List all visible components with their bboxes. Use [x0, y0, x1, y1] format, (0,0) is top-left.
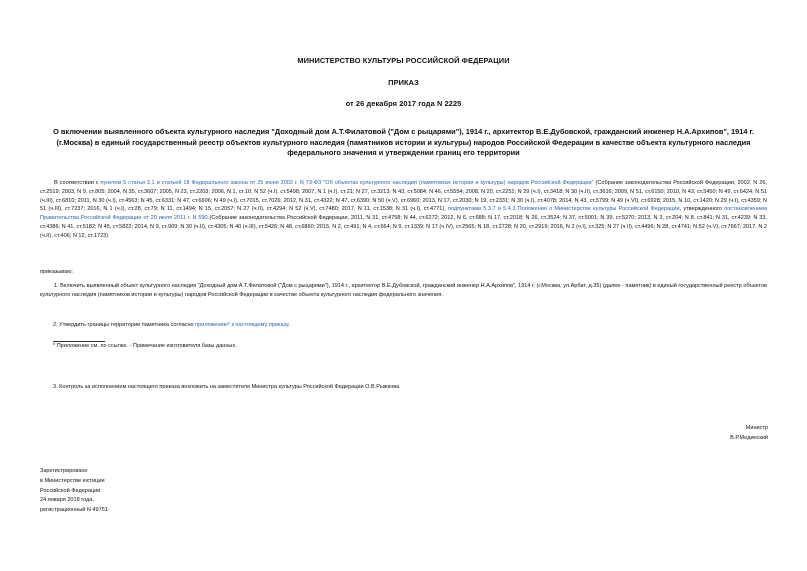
- ministry-heading: МИНИСТЕРСТВО КУЛЬТУРЫ РОССИЙСКОЙ ФЕДЕРАЦИИ: [297, 56, 510, 65]
- footnote: * Приложение см. по ссылке. - Примечание изготовителя базы данных.: [53, 343, 237, 349]
- item-1-paragraph: 1. Включить выявленный объект культурного наследия "Доходный дом А.Т.Филатовой ("Дом с рыцарями"), 1914 г., архитектор В.Е.Дубовской, гражданский инженер Н.А.Архипов", 1914 г. (г.Москва, ул.Арбат, д.35) (далее - памятник) в единый государственный реестр объектов культурного наследия (памятников истории и культуры) народов Российской Федерации в качестве объекта культурного наследия федерального значения.: [40, 283, 767, 298]
- preamble-text-2: (Собрание законодательства Российской Федерации, 2002, N 26, ст.2519; 2003, N 9, ст.805; 2004, N 35, ст.3607; 2005, N 23, ст.2203; 2006, N 1, ст.10; N 52 (ч.I), ст.5498; 2007, N 1 (ч.I), ст.21; N 27, ст.3213; N 43, ст.5084; N 46, ст.5554; 2008, N 20, ст.2251; N 29 (ч.I), ст.3418; N 30 (ч.II), ст.3616; 2009, N 51, ст.6150; 2010, N 43, ст.5450; N 49, ст.6424; N 51 (ч.III), ст.6810; 2011, N 30 (ч.I), ст.4563; N 45, ст.6331; N 47, ст.6606; N 49 (ч.I), ст.7015, ст.7026; 2012, N 31, ст.4322; N 47, ст.6390; N 50 (ч.V), ст.6960; 2013, N 17, ст.2030; N 19, ст.2331; N 30 (ч.I), ст.4078; 2014, N 43, ст.5799; N 49 (ч.VI), ст.6928; 2015, N 10, ст.1420; N 29 (ч.I), ст.4359; N 51 (ч.III), ст.7237; 2016, N 1 (ч.I), ст.28, ст.79; N 11, ст.1494; N 15, ст.2057; N 27 (ч.II), ст.4294; N 52 (ч.V), ст.7480; 2017, N 11, ст.1538; N 31 (ч.I), ст.4771),: [40, 180, 767, 213]
- item-3-paragraph: 3. Контроль за исполнением настоящего приказа возложить на заместителя Министра культуры Российской Федерации О.В.Рыжкова.: [53, 384, 401, 390]
- signature-name: В.Р.Мединский: [730, 435, 768, 441]
- federal-law-link[interactable]: пунктом 5 статьи 3.1 и статьей 18 Федерального закона от 25 июня 2002 г. N 73-ФЗ "Об объектах культурного наследия (памятниках истории и культуры) народов Российской Федерации": [100, 180, 594, 186]
- registration-line-2: в Министерстве юстиции: [40, 478, 105, 484]
- registration-line-5: регистрационный N 49751: [40, 507, 108, 513]
- preamble-text-4: (Собрание законодательства Российской Федерации, 2011, N 31, ст.4758; N 44, ст.6272; 2012, N 6, ст.688; N 17, ст.2018; N 26, ст.3524; N 37, ст.5001; N 39, ст.5270; 2013, N 3, ст.204; N 8, ст.841; N 31, ст.4239; N 33, ст.4386; N 41, ст.5182; N 45, ст.5822; 2014, N 9, ст.909; N 30 (ч.II), ст.4305; N 40 (ч.III), ст.5426; N 48, ст.6860; 2015, N 2, ст.491; N 4, ст.664; N 9, ст.1339; N 17 (ч.IV), ст.2565; N 18, ст.2728; N 20, ст.2919; 2016, N 2 (ч.I), ст.325; N 27 (ч.II), ст.4496; N 28, ст.4741; N 52 (ч.V), ст.7667; 2017, N 2 (ч.II), ст.406; N 12, ст.1723): [40, 215, 767, 239]
- ministry-regulation-link[interactable]: подпунктами 5.3.7 и 5.4.3 Положения о Министерстве культуры Российской Федерации: [447, 206, 680, 213]
- doc-type-heading: ПРИКАЗ: [388, 78, 419, 87]
- appendix-link[interactable]: приложению* к настоящему приказу: [195, 322, 289, 328]
- preamble-text-3: , утвержденного: [679, 206, 725, 213]
- registration-line-1: Зарегистрировано: [40, 468, 88, 474]
- item-2-paragraph: [53, 321, 290, 330]
- preamble-paragraph: [40, 179, 767, 240]
- preamble-text-1: В соответствии с: [54, 180, 101, 186]
- item-2-tail: .: [288, 322, 290, 328]
- document-title: О включении выявленного объекта культурного наследия "Доходный дом А.Т.Филатовой ("Дом с рыцарями"), 1914 г., архитектор В.Е.Дубовской, гражданский инженер Н.А.Архипов", 1914 г. (г.Москва) в единый государственный реестр объектов культурного наследия (памятников истории и культуры) народов Российской Федерации в качестве объекта культурного наследия федерального значения и утверждении границ его территории: [53, 127, 754, 157]
- registration-line-4: 24 января 2018 года,: [40, 497, 94, 503]
- date-line: от 26 декабря 2017 года N 2225: [345, 99, 462, 108]
- item-2-text: 2. Утвердить границы территории памятника согласно: [53, 322, 196, 328]
- government-decree-link[interactable]: постановлением Правительства Российской Федерации от 20 июля 2011 г. N 590: [40, 206, 767, 221]
- registration-line-3: Российской Федерации: [40, 488, 101, 494]
- signature-position: Министр: [745, 425, 768, 431]
- order-word: приказываю:: [40, 269, 73, 275]
